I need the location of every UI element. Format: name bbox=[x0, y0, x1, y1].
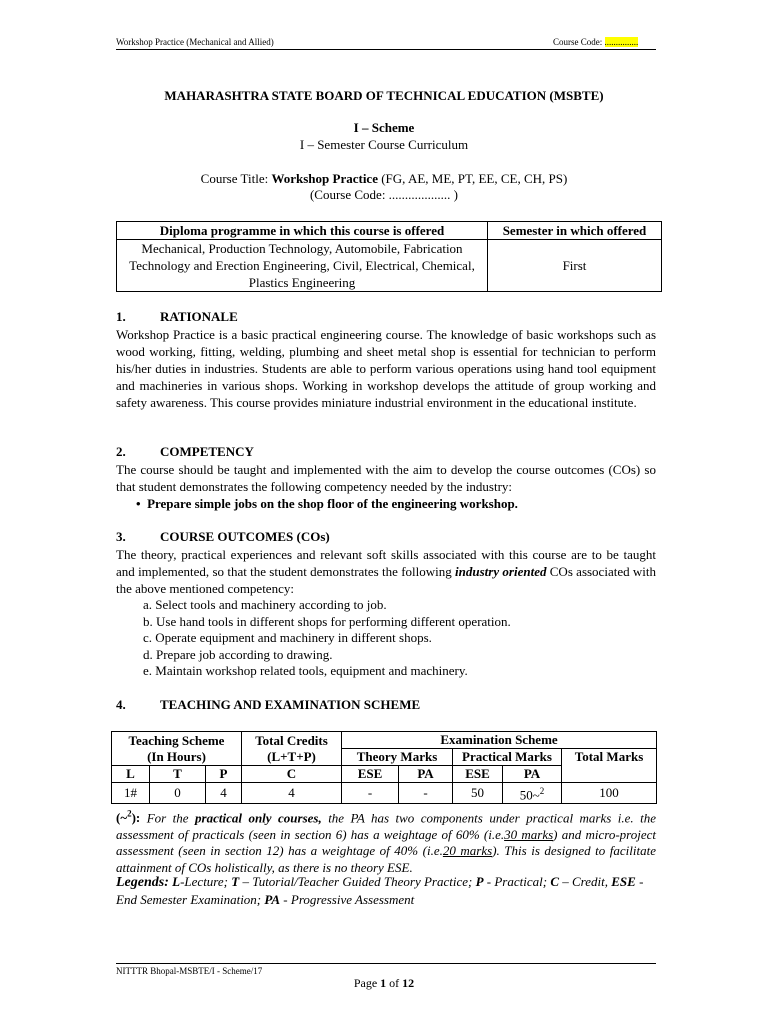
pa-note bbox=[116, 806, 656, 876]
section-3-number: 3. bbox=[116, 529, 126, 544]
legend-t: T bbox=[231, 874, 240, 889]
note-mark-open: (~ bbox=[116, 810, 128, 826]
page-number bbox=[0, 976, 768, 991]
programme-table bbox=[116, 221, 662, 292]
theory-ese-value: - bbox=[342, 783, 399, 804]
legend-l-text: -Lecture; bbox=[180, 874, 232, 889]
course-outcome-item: e. Maintain workshop related tools, equipment and machinery. bbox=[143, 663, 468, 679]
legend-pa-text: - Progressive Assessment bbox=[280, 892, 415, 907]
legend-pa: PA bbox=[264, 892, 281, 907]
page-total: 12 bbox=[402, 976, 415, 990]
practical-marks-header: Practical Marks bbox=[453, 749, 562, 766]
legend-l: L bbox=[172, 874, 181, 889]
teaching-scheme-label: Teaching Scheme bbox=[128, 732, 225, 748]
bullet-icon: • bbox=[136, 496, 141, 511]
programme-col-header: Diploma programme in which this course is offered bbox=[117, 222, 488, 240]
note-mark-close: ): bbox=[131, 810, 147, 826]
section-1-heading: RATIONALE bbox=[160, 309, 238, 324]
practical-pa-sup: 2 bbox=[539, 786, 545, 796]
legend-p: P bbox=[475, 874, 484, 889]
l-header: L bbox=[112, 766, 150, 783]
running-header-title: Workshop Practice (Mechanical and Allied) bbox=[116, 37, 274, 47]
semester-cell: First bbox=[488, 240, 662, 292]
practical-pa-value bbox=[503, 783, 562, 804]
legend-ese-text: - End Semester Examination; bbox=[116, 874, 644, 907]
header-rule bbox=[116, 49, 656, 50]
note-text-3: ) and micro-project assessment (seen in section 12) has a weightage of 40% (i.e. bbox=[116, 826, 656, 859]
course-outcomes-intro bbox=[116, 546, 656, 597]
c-header: C bbox=[242, 766, 342, 783]
practical-ese-value: 50 bbox=[453, 783, 503, 804]
course-title-name: Workshop Practice bbox=[271, 171, 378, 186]
ltp-label: (L+T+P) bbox=[267, 748, 316, 764]
section-4-number: 4. bbox=[116, 697, 126, 712]
practical-pa-number: 50~ bbox=[519, 787, 540, 803]
c-value: 4 bbox=[242, 783, 342, 804]
theory-ese-header: ESE bbox=[342, 766, 399, 783]
page-of: of bbox=[386, 976, 403, 990]
note-mark-sup: 2 bbox=[127, 809, 132, 819]
note-mark bbox=[116, 810, 147, 825]
in-hours-label: (In Hours) bbox=[147, 748, 206, 764]
semester-col-header: Semester in which offered bbox=[488, 222, 662, 240]
section-1-number: 1. bbox=[116, 309, 126, 324]
teaching-exam-scheme-table bbox=[111, 731, 657, 804]
theory-marks-header: Theory Marks bbox=[342, 749, 453, 766]
note-text-4: ). This is designed to facilitate attainment of COs holistically, as there is no theory ESE. bbox=[116, 843, 656, 875]
legend-p-text: - Practical; bbox=[483, 874, 551, 889]
co-intro-emphasis: industry oriented bbox=[455, 564, 547, 579]
course-title-label: Course Title: bbox=[200, 171, 272, 186]
course-code-value: ............... bbox=[604, 37, 639, 47]
total-marks-value: 100 bbox=[562, 783, 657, 804]
page-prefix: Page bbox=[353, 976, 381, 990]
competency-bullet bbox=[136, 496, 518, 512]
footer-rule bbox=[116, 963, 656, 964]
theory-pa-header: PA bbox=[399, 766, 453, 783]
legend-label: Legends: bbox=[116, 875, 169, 890]
course-code-label: Course Code: bbox=[553, 37, 603, 47]
course-outcome-item: b. Use hand tools in different shops for performing different operation. bbox=[143, 613, 511, 629]
rationale-text: Workshop Practice is a basic practical engineering course. The knowledge of basic workshops such as wood working, fitting, welding, plumbing and sheet metal shop is essential for technician to perform his/her duties in industries. Students are able to perform various operations using hand tool equipment and machineries in various shops. Working in workshop develops the attitude of group working and safety awareness. This course provides miniature industrial environment in the educational institute. bbox=[116, 327, 656, 410]
t-value: 0 bbox=[150, 783, 206, 804]
p-header: P bbox=[206, 766, 242, 783]
teaching-scheme-header bbox=[112, 732, 242, 766]
competency-bullet-text: Prepare simple jobs on the shop floor of the engineering workshop. bbox=[147, 496, 518, 511]
course-title-programmes: (FG, AE, ME, PT, EE, CE, CH, PS) bbox=[377, 171, 568, 186]
scheme-title: I – Scheme bbox=[353, 120, 415, 135]
programme-list-cell: Mechanical, Production Technology, Automobile, Fabrication Technology and Erection Engineering, Civil, Electrical, Chemical, Plastics Engineering bbox=[117, 240, 488, 292]
course-outcome-item: d. Prepare job according to drawing. bbox=[143, 646, 333, 662]
course-outcomes-list bbox=[143, 597, 511, 680]
p-value: 4 bbox=[206, 783, 242, 804]
section-3-heading: COURSE OUTCOMES (COs) bbox=[160, 529, 330, 544]
exam-scheme-header: Examination Scheme bbox=[342, 732, 657, 749]
practical-ese-header: ESE bbox=[453, 766, 503, 783]
course-outcome-item: c. Operate equipment and machinery in different shops. bbox=[143, 630, 432, 646]
board-title: MAHARASHTRA STATE BOARD OF TECHNICAL EDUCATION (MSBTE) bbox=[164, 88, 604, 103]
legend-c: C bbox=[550, 874, 559, 889]
co-intro-text-b: COs associated with the above mentioned competency: bbox=[116, 564, 657, 596]
t-header: T bbox=[150, 766, 206, 783]
semester-curriculum: I – Semester Course Curriculum bbox=[299, 137, 469, 152]
course-title bbox=[0, 171, 768, 187]
running-header-course-code bbox=[553, 37, 638, 47]
theory-pa-value: - bbox=[399, 783, 453, 804]
competency-text: The course should be taught and implemented with the aim to develop the course outcomes (COs) so that student demonstrates the following competency needed by the industry: bbox=[116, 462, 656, 494]
total-credits-label: Total Credits bbox=[255, 732, 328, 748]
section-2-number: 2. bbox=[116, 444, 126, 459]
course-code-line: (Course Code: ................... ) bbox=[309, 187, 459, 202]
section-4-heading: TEACHING AND EXAMINATION SCHEME bbox=[160, 697, 421, 712]
legend bbox=[116, 873, 656, 908]
total-credits-header bbox=[242, 732, 342, 766]
l-value: 1# bbox=[112, 783, 150, 804]
note-text-1: For the bbox=[146, 810, 196, 826]
page-current: 1 bbox=[380, 976, 387, 990]
practical-pa-header: PA bbox=[503, 766, 562, 783]
note-underline-1: 30 marks bbox=[504, 826, 554, 842]
legend-t-text: – Tutorial/Teacher Guided Theory Practice; bbox=[239, 874, 476, 889]
note-text-2: the PA has two components under practical marks i.e. the assessment of practicals (seen in section 6) has a weightage of 60% (i.e. bbox=[116, 810, 656, 842]
co-intro-text-a: The theory, practical experiences and relevant soft skills associated with this course are to be taught and implemented, so that the student demonstrates the following bbox=[116, 547, 656, 579]
section-2-heading: COMPETENCY bbox=[160, 444, 254, 459]
footer-institution: NITTTR Bhopal-MSBTE/I - Scheme/17 bbox=[116, 966, 263, 976]
note-underline-2: 20 marks bbox=[442, 843, 493, 859]
course-outcome-item: a. Select tools and machinery according to job. bbox=[143, 597, 387, 612]
legend-ese: ESE bbox=[611, 874, 636, 889]
note-emphasis: practical only courses, bbox=[195, 810, 322, 826]
legend-c-text: – Credit, bbox=[559, 874, 612, 889]
total-marks-header: Total Marks bbox=[562, 749, 657, 783]
